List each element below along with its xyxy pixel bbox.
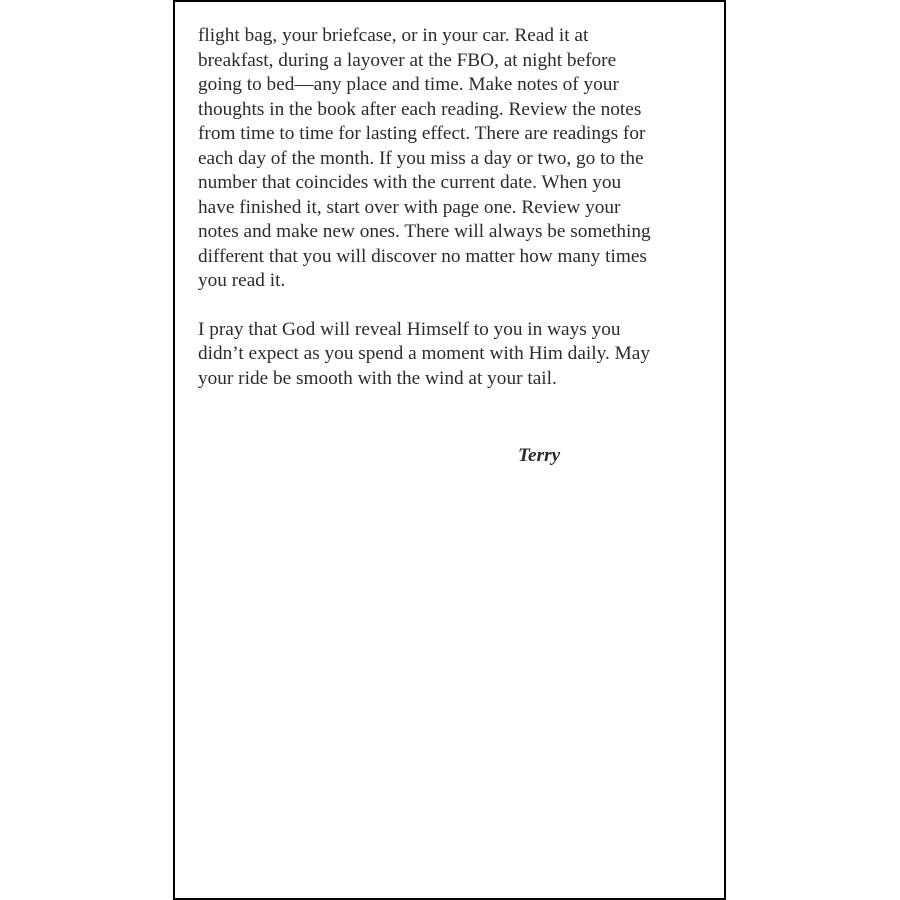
- page-text: [198, 24, 718, 391]
- text-line: I pray that God will reveal Himself to you in ways you: [198, 318, 621, 340]
- paragraph-spacer: [198, 294, 718, 318]
- text-line: each day of the month. If you miss a day or two, go to the: [198, 147, 644, 169]
- text-line: your ride be smooth with the wind at your tail.: [198, 367, 557, 389]
- signature: Terry: [518, 445, 561, 466]
- text-line: flight bag, your briefcase, or in your car. Read it at: [198, 25, 589, 46]
- text-line: going to bed—any place and time. Make notes of your: [198, 74, 619, 95]
- text-line: different that you will discover no matter how many times: [198, 245, 647, 267]
- page-frame: [173, 0, 726, 900]
- paragraph-prayer: [198, 318, 718, 392]
- text-line: you read it.: [198, 270, 286, 291]
- text-line: breakfast, during a layover at the FBO, at night before: [198, 49, 617, 71]
- paragraph-reading-instructions: [198, 24, 718, 294]
- text-line: thoughts in the book after each reading. Review the notes: [198, 98, 642, 120]
- text-line: didn’t expect as you spend a moment with Him daily. May: [198, 343, 650, 364]
- text-line: from time to time for lasting effect. There are readings for: [198, 123, 646, 144]
- text-line: notes and make new ones. There will always be something: [198, 221, 651, 242]
- text-line: number that coincides with the current date. When you: [198, 172, 622, 193]
- text-line: have finished it, start over with page one. Review your: [198, 196, 621, 218]
